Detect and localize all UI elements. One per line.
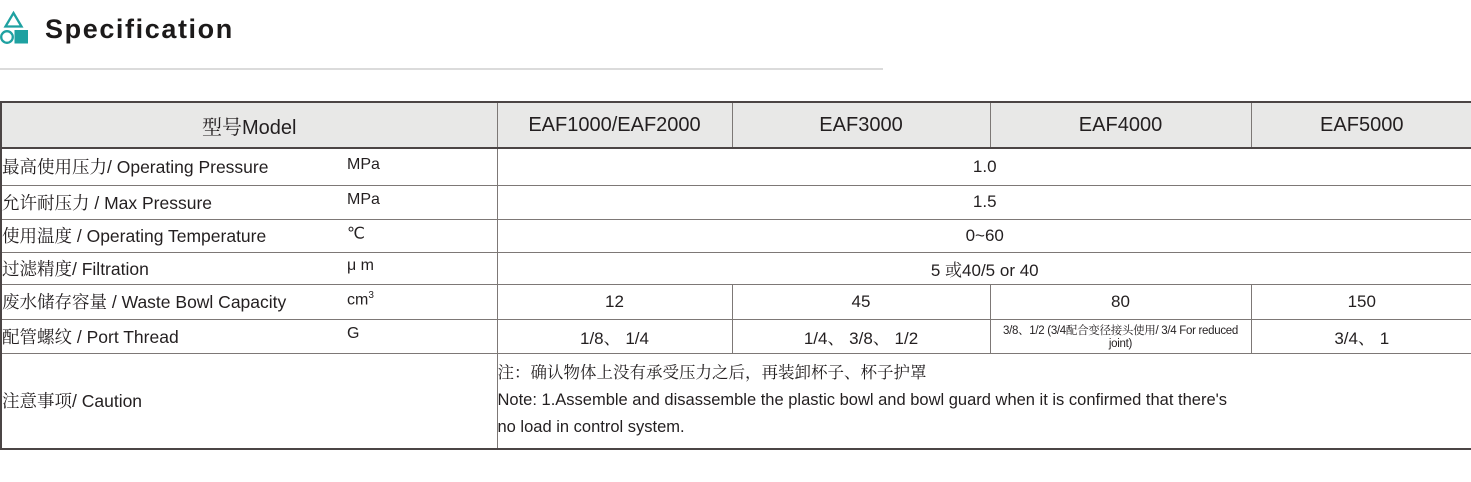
- row-label-cell: [1, 284, 497, 319]
- row-value-eaf1000: 12: [497, 284, 732, 319]
- row-unit: ℃: [347, 225, 365, 243]
- row-value: 1.5: [497, 185, 1471, 219]
- row-label-cell: [1, 319, 497, 353]
- row-label: 配管螺纹 / Port Thread: [2, 326, 179, 347]
- row-label: 使用温度 / Operating Temperature: [2, 226, 267, 246]
- row-caution: [1, 353, 1471, 449]
- row-value-eaf1000: 1/8、 1/4: [497, 319, 732, 353]
- row-value-eaf4000: 80: [990, 284, 1251, 319]
- row-unit: MPa: [347, 190, 380, 208]
- row-label: 最高使用压力/ Operating Pressure: [2, 157, 269, 178]
- row-value: 0~60: [497, 219, 1471, 252]
- row-max-pressure: [1, 185, 1471, 219]
- row-unit: $cm^3$: [347, 289, 374, 308]
- row-label-cell: [1, 219, 497, 252]
- row-operating-pressure: [1, 148, 1471, 185]
- row-label: 废水储存容量 / Waste Bowl Capacity: [2, 292, 287, 312]
- row-value: 5 或40/5 or 40: [497, 252, 1471, 284]
- row-unit: MPa: [347, 155, 380, 173]
- row-value-eaf3000: 45: [732, 284, 990, 319]
- col-header-eaf5000: EAF5000: [1251, 102, 1471, 148]
- row-value-eaf5000: 3/4、 1: [1251, 319, 1471, 353]
- specification-table: [0, 101, 1471, 450]
- row-value: 1.0: [497, 148, 1471, 185]
- row-unit: μ m: [347, 256, 374, 274]
- row-waste-bowl-capacity: [1, 284, 1471, 319]
- row-operating-temperature: [1, 219, 1471, 252]
- square-filled-icon: [15, 30, 29, 44]
- row-label-cell: [1, 252, 497, 284]
- col-header-eaf3000: EAF3000: [732, 102, 990, 148]
- row-value-eaf5000: 150: [1251, 284, 1471, 319]
- caution-note-en-line1: Note: 1.Assemble and disassemble the plastic bowl and bowl guard when it is confirmed that there's: [497, 391, 1228, 410]
- triangle-outline-icon: [6, 13, 22, 27]
- caution-note-zh: 注：确认物体上没有承受压力之后，再装卸杯子、杯子护罩: [497, 364, 927, 383]
- row-label: 注意事项/ Caution: [2, 391, 143, 412]
- row-value-eaf3000: 1/4、 3/8、 1/2: [732, 319, 990, 353]
- shapes-icon: [0, 10, 32, 48]
- col-header-model: 型号Model: [1, 102, 497, 148]
- row-label-cell: [1, 185, 497, 219]
- row-label-cell: [1, 353, 497, 449]
- row-unit: G: [347, 324, 360, 342]
- row-label-cell: [1, 148, 497, 185]
- section-header: [0, 8, 234, 50]
- circle-outline-icon: [1, 31, 13, 43]
- caution-note-en-line2: no load in control system.: [497, 418, 685, 437]
- row-filtration: [1, 252, 1471, 284]
- title-divider: [0, 68, 883, 70]
- row-value-eaf4000: 3/8、1/2 (3/4配合变径接头使用/ 3/4 For reduced joint): [990, 319, 1251, 353]
- col-header-eaf4000: EAF4000: [990, 102, 1251, 148]
- row-label: 过滤精度/ Filtration: [2, 258, 149, 279]
- caution-note-cell: [497, 353, 1471, 449]
- row-port-thread: [1, 319, 1471, 353]
- table-header-row: [1, 102, 1471, 148]
- section-title: Specification: [45, 13, 234, 44]
- col-header-eaf1000-eaf2000: EAF1000/EAF2000: [497, 102, 732, 148]
- row-label: 允许耐压力 / Max Pressure: [2, 192, 213, 213]
